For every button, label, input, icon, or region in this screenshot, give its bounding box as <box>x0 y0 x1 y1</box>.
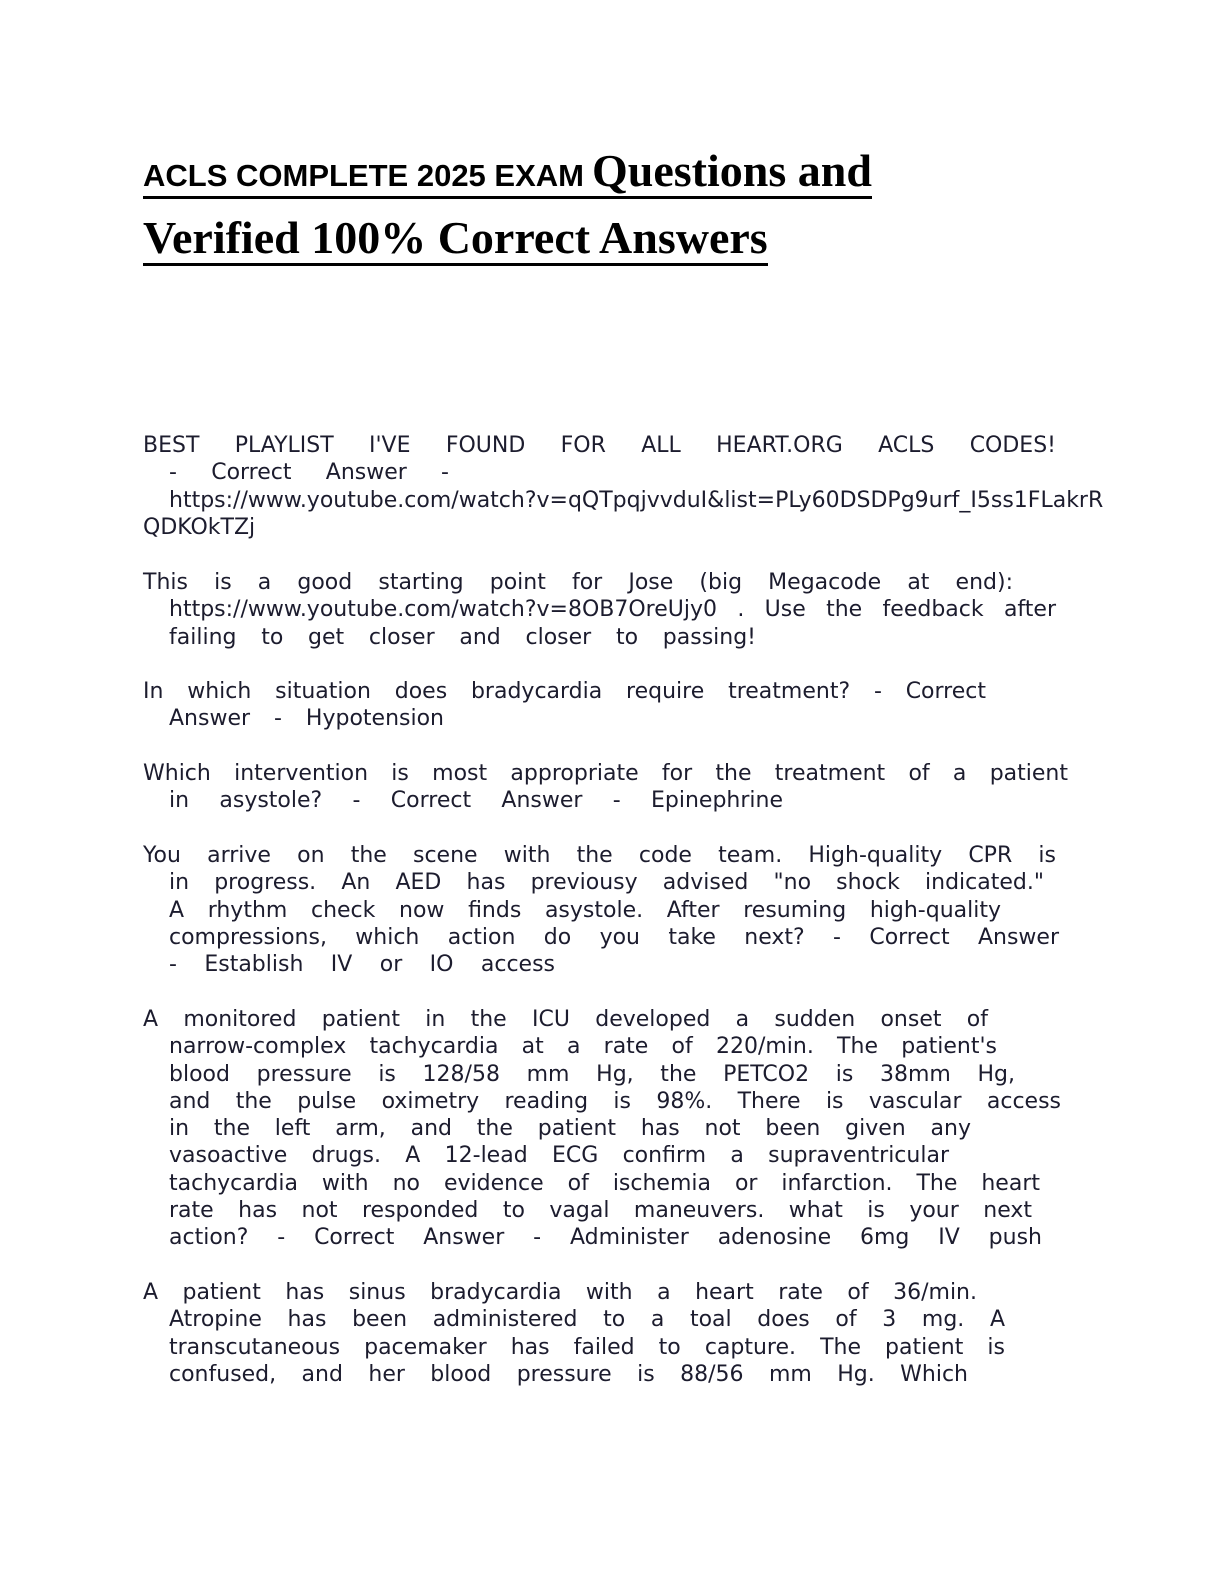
text-line: in the left arm, and the patient has not been given any <box>169 1116 971 1142</box>
title-serif-part: Questions and <box>591 145 872 196</box>
text-line: A monitored patient in the ICU developed a sudden onset of <box>143 1007 988 1032</box>
megacode-link[interactable]: https://www.youtube.com/watch?v=8OB7OreUjy0 . Use the feedback after <box>169 597 1056 623</box>
title-line-1 <box>143 140 872 199</box>
text-line: BEST PLAYLIST I'VE FOUND FOR ALL HEART.ORG ACLS CODES! <box>143 433 1056 458</box>
text-line: vasoactive drugs. A 12-lead ECG confirm a supraventricular <box>169 1143 949 1169</box>
text-line: - Correct Answer - <box>169 460 449 486</box>
text-line: action? - Correct Answer - Administer adenosine 6mg IV push <box>169 1225 1042 1251</box>
text-line: confused, and her blood pressure is 88/56 mm Hg. Which <box>169 1361 968 1387</box>
text-line: Answer - Hypotension <box>169 706 444 732</box>
text-line: narrow-complex tachycardia at a rate of 220/min. The patient's <box>169 1034 997 1060</box>
qa-block-asystole <box>143 760 1068 815</box>
text-line: compressions, which action do you take next? - Correct Answer <box>169 924 1059 950</box>
text-line: tachycardia with no evidence of ischemia or infarction. The heart <box>169 1170 1040 1196</box>
text-line: in progress. An AED has previousy advised "no shock indicated." <box>169 870 1044 896</box>
text-line: This is a good starting point for Jose (big Megacode at end): <box>143 570 1013 595</box>
qa-block-code-team <box>143 842 1068 978</box>
playlist-link[interactable]: https://www.youtube.com/watch?v=qQTpqjvvduI&list=PLy60DSDPg9urf_I5ss1FLakrR <box>169 487 1104 513</box>
title-line-2: Verified 100% Correct Answers <box>143 207 768 266</box>
text-line: failing to get closer and closer to passing! <box>169 624 756 650</box>
text-line: in asystole? - Correct Answer - Epinephrine <box>169 788 783 814</box>
qa-block-svt <box>143 1006 1068 1252</box>
text-line: rate has not responded to vagal maneuvers. what is your next <box>169 1198 1032 1224</box>
text-line: blood pressure is 128/58 mm Hg, the PETCO2 is 38mm Hg, <box>169 1061 1015 1087</box>
playlist-link-continued[interactable]: QDKOkTZj <box>143 514 256 540</box>
qa-block-bradycardia <box>143 678 1068 733</box>
document-title <box>143 140 1083 263</box>
text-line: You arrive on the scene with the code team. High-quality CPR is <box>143 843 1056 868</box>
qa-block-sinus-bradycardia <box>143 1279 1068 1388</box>
qa-block-playlist <box>143 432 1104 541</box>
text-line: In which situation does bradycardia require treatment? - Correct <box>143 679 986 704</box>
text-line: transcutaneous pacemaker has failed to capture. The patient is <box>169 1334 1005 1360</box>
text-line: A rhythm check now finds asystole. After resuming high-quality <box>169 897 1001 923</box>
text-line: Atropine has been administered to a toal does of 3 mg. A <box>169 1307 1005 1333</box>
qa-block-megacode <box>143 569 1068 651</box>
text-line: Which intervention is most appropriate for the treatment of a patient <box>143 761 1068 786</box>
text-line: - Establish IV or IO access <box>169 952 555 978</box>
text-line: and the pulse oximetry reading is 98%. There is vascular access <box>169 1088 1061 1114</box>
title-sans-part: ACLS COMPLETE 2025 EXAM <box>143 158 584 193</box>
text-line: A patient has sinus bradycardia with a heart rate of 36/min. <box>143 1280 977 1305</box>
